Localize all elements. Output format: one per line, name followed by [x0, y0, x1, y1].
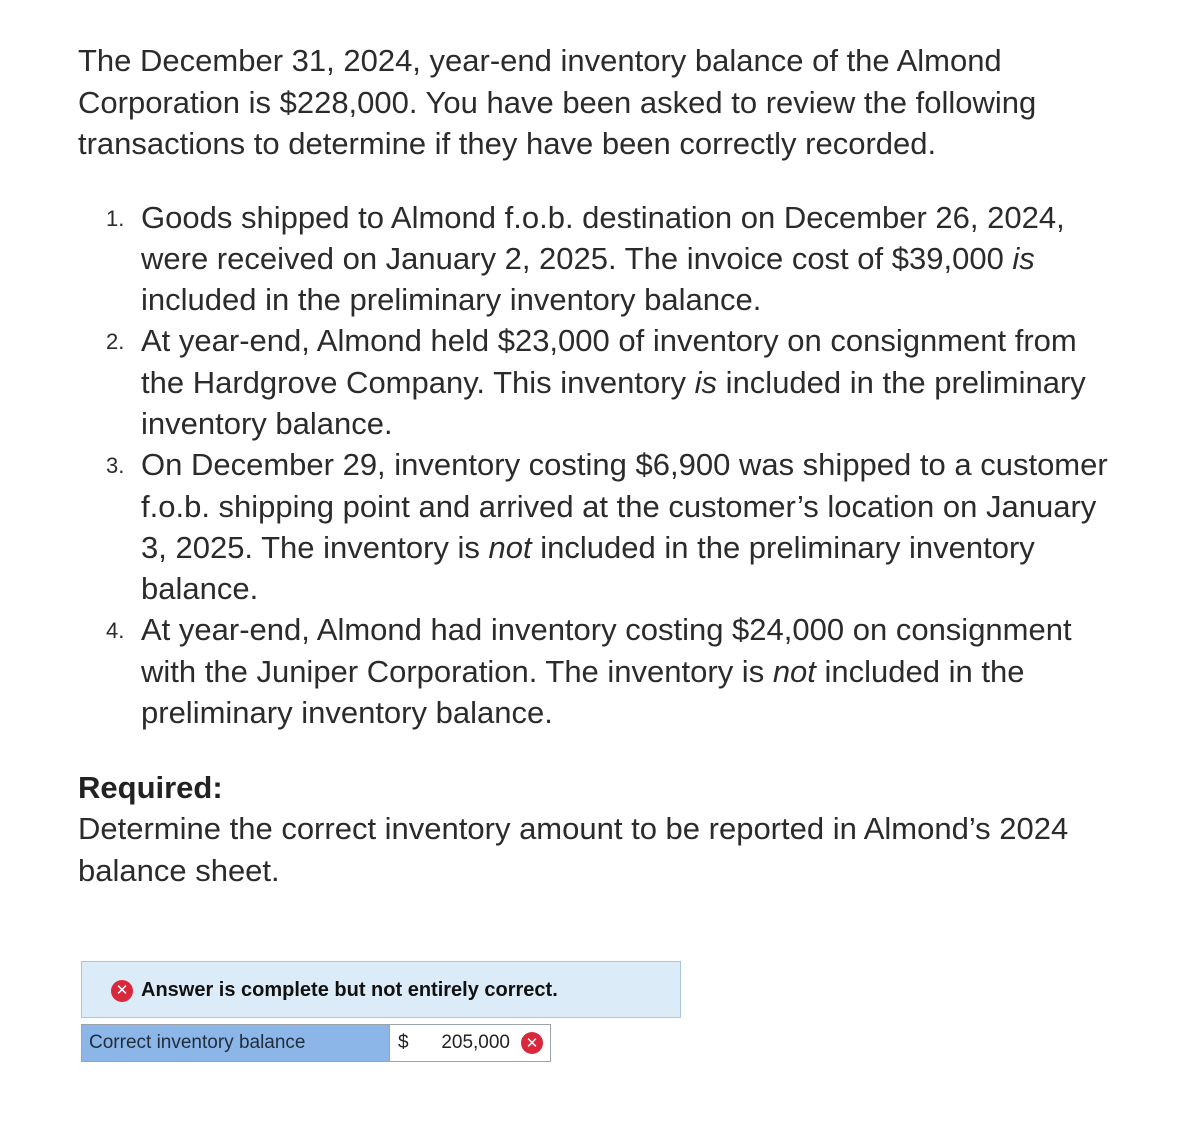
item-text: At year-end, Almond had inventory costing $24,000 on consignment with the Juniper Corporation. The inventory is — [141, 612, 1072, 689]
item-number: 1. — [106, 205, 125, 231]
item-number: 3. — [106, 453, 125, 479]
currency-symbol: $ — [398, 1032, 409, 1053]
answer-value-field[interactable] — [390, 1025, 550, 1061]
item-emphasis: is — [694, 364, 718, 400]
incorrect-icon: ✕ — [521, 1032, 543, 1054]
item-emphasis: not — [488, 529, 532, 565]
item-text: included in the preliminary inventory balance. — [141, 529, 1035, 607]
item-text: On December 29, inventory costing $6,900 was shipped to a customer f.o.b. shipping point and arrived at the customer’s location on January 3, 2025. The inventory is — [141, 447, 1108, 565]
list-item — [78, 197, 1108, 321]
answer-status-panel — [81, 961, 681, 1018]
required-text: Determine the correct inventory amount to be reported in Almond’s 2024 balance sheet. — [78, 811, 1069, 888]
answer-label: Correct inventory balance — [82, 1025, 390, 1061]
answer-status-text: Answer is complete but not entirely correct. — [141, 979, 558, 1001]
item-emphasis: not — [772, 653, 816, 689]
problem-intro: The December 31, 2024, year-end inventory balance of the Almond Corporation is $228,000. You have been asked to review the following transactions to determine if they have been correctly recorded. — [78, 43, 1037, 161]
answer-amount: 205,000 — [441, 1032, 510, 1053]
item-emphasis: is — [1012, 240, 1035, 276]
transaction-list — [78, 197, 1108, 734]
item-number: 2. — [106, 329, 125, 355]
error-icon: ✕ — [111, 980, 133, 1002]
item-number: 4. — [106, 618, 125, 644]
item-text: included in the preliminary inventory balance. — [141, 653, 1025, 731]
item-text: included in the preliminary inventory balance. — [141, 282, 762, 318]
answer-row — [81, 1024, 551, 1062]
list-item — [78, 609, 1108, 733]
item-text: included in the preliminary inventory balance. — [141, 364, 1086, 441]
list-item — [78, 320, 1108, 444]
item-text: At year-end, Almond held $23,000 of inventory on consignment from the Hardgrove Company. This inventory — [141, 323, 1077, 400]
list-item — [78, 444, 1108, 609]
answer-status — [111, 979, 558, 1002]
item-text: Goods shipped to Almond f.o.b. destination on December 26, 2024, were received on January 2, 2025. The invoice cost of $39,000 — [141, 199, 1065, 276]
problem-content — [78, 40, 1108, 891]
required-heading: Required: — [78, 770, 223, 806]
